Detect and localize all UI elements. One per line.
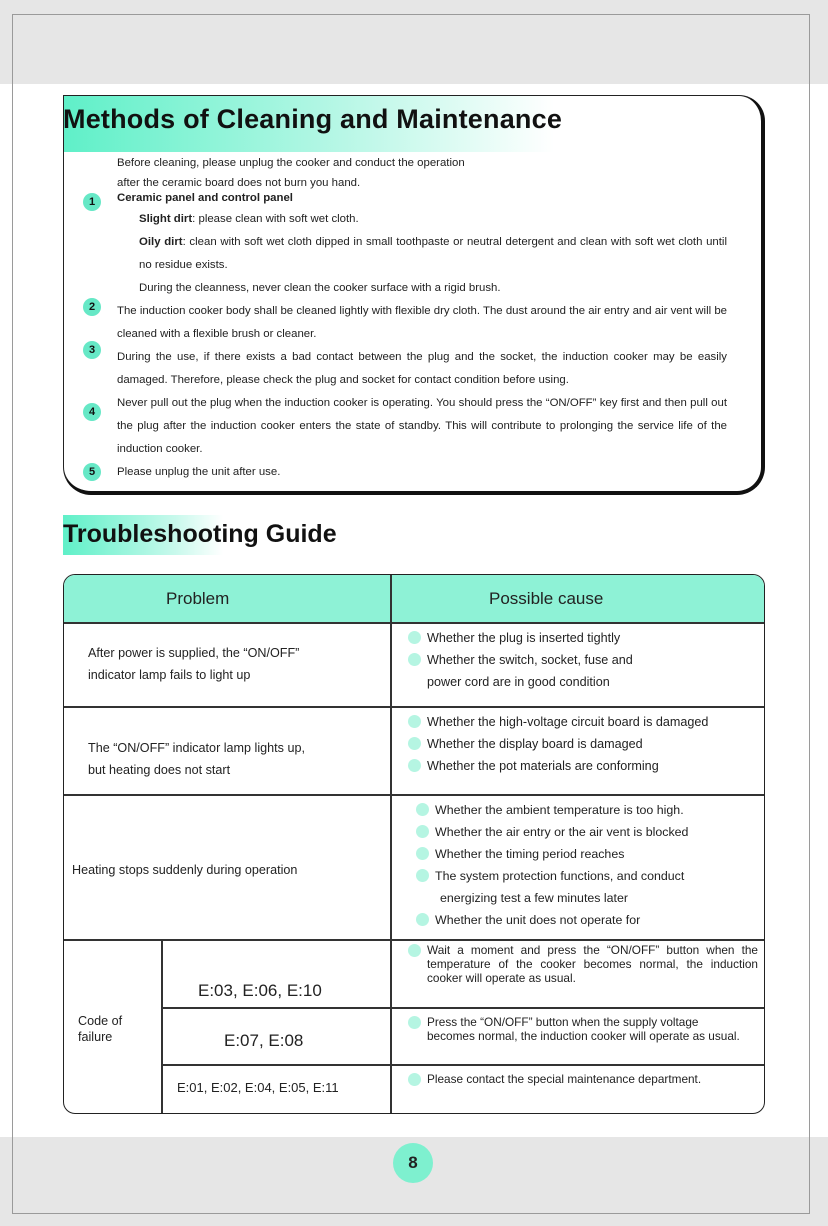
row-divider	[64, 794, 765, 796]
cleaning-intro-line1: Before cleaning, please unplug the cooker and conduct the operation	[117, 157, 465, 169]
bullet-dot-icon	[408, 631, 421, 644]
bullet-dot-icon	[416, 847, 429, 860]
cause-bullet: Whether the unit does not operate for	[416, 909, 688, 931]
cause-bullet: Whether the plug is inserted tightly	[408, 627, 633, 649]
item3-text: During the use, if there exists a bad contact between the plug and the socket, the induction cooker may be easily damaged. Therefore, please check the plug and socket for contact condition before using.	[117, 351, 727, 386]
bullet-dot-icon	[408, 715, 421, 728]
code-cell: E:03, E:06, E:10	[198, 981, 322, 1000]
code-cell: E:07, E:08	[224, 1031, 304, 1050]
cause-cell: Whether the plug is inserted tightly Whether the switch, socket, fuse and power cord are in good condition	[408, 627, 633, 693]
item1-note: During the cleanness, never clean the cooker surface with a rigid brush.	[139, 282, 501, 294]
row-divider	[64, 706, 765, 708]
cause-bullet: Whether the display board is damaged	[408, 733, 708, 755]
item1-oily-dirt: Oily dirt: clean with soft wet cloth dipped in small toothpaste or neutral detergent and clean with soft wet cloth until no residue exists.	[139, 236, 727, 271]
bullet-dot-icon	[416, 869, 429, 882]
page-number: 8	[393, 1143, 433, 1183]
bullet-dot-icon	[408, 759, 421, 772]
code-cause-cell: Wait a moment and press the “ON/OFF” button when the temperature of the cooker becomes normal, the induction cooker will operate as usual.	[408, 943, 758, 985]
item5-text: Please unplug the unit after use.	[117, 466, 281, 478]
troubleshooting-table	[63, 574, 765, 1114]
item-number-badge: 3	[83, 341, 101, 359]
bullet-dot-icon	[416, 825, 429, 838]
item1-heading: Ceramic panel and control panel	[117, 192, 293, 204]
problem-cell: Heating stops suddenly during operation	[72, 863, 298, 877]
row-divider	[161, 1064, 765, 1066]
cause-bullet: Whether the switch, socket, fuse and	[408, 649, 633, 671]
cause-bullet: Whether the timing period reaches	[416, 843, 688, 865]
code-cause-cell: Press the “ON/OFF” button when the supply voltage becomes normal, the induction cooker will operate as usual.	[408, 1015, 748, 1043]
item-number-badge: 1	[83, 193, 101, 211]
cleaning-body	[117, 152, 727, 484]
header-problem: Problem	[166, 589, 230, 608]
problem-cell: After power is supplied, the “ON/OFF” indicator lamp fails to light up	[88, 646, 300, 682]
cause-bullet: Whether the pot materials are conforming	[408, 755, 708, 777]
item2-text: The induction cooker body shall be cleaned lightly with flexible dry cloth. The dust around the air entry and air vent will be cleaned with a flexible brush or cleaner.	[117, 305, 727, 340]
cause-bullet: Whether the high-voltage circuit board is damaged	[408, 711, 708, 733]
cause-bullet: Whether the air entry or the air vent is blocked	[416, 821, 688, 843]
failure-code-label: Code of failure	[78, 1014, 123, 1044]
item-number-badge: 4	[83, 403, 101, 421]
item1-slight-dirt: Slight dirt: please clean with soft wet cloth.	[139, 213, 359, 225]
header-possible-cause: Possible cause	[489, 589, 604, 608]
cause-cell: Whether the ambient temperature is too high. Whether the air entry or the air vent is blocked Whether the timing period reaches The system protection functions, and conduct energizing test a few minutes later Whether the unit does not operate for	[416, 799, 688, 931]
troubleshooting-title: Troubleshooting Guide	[63, 520, 337, 548]
cleaning-title: Methods of Cleaning and Maintenance	[63, 104, 563, 134]
bullet-dot-icon	[416, 913, 429, 926]
cause-bullet: Whether the ambient temperature is too high.	[416, 799, 688, 821]
cleaning-intro-line2: after the ceramic board does not burn you hand.	[117, 177, 361, 189]
column-divider	[390, 575, 392, 1114]
code-column-divider	[161, 939, 163, 1114]
bullet-dot-icon	[408, 944, 421, 957]
row-divider	[161, 1007, 765, 1009]
item4-text: Never pull out the plug when the induction cooker is operating. You should press the “ON/OFF” key first and then pull out the plug after the induction cooker enters the state of standby. This will contribute to prolonging the service life of the induction cooker.	[117, 397, 727, 455]
bullet-dot-icon	[408, 653, 421, 666]
bullet-dot-icon	[416, 803, 429, 816]
item-number-badge: 5	[83, 463, 101, 481]
code-cause-cell: Please contact the special maintenance department.	[408, 1071, 738, 1088]
bullet-dot-icon	[408, 1073, 421, 1086]
cause-bullet: The system protection functions, and conduct	[416, 865, 688, 887]
cause-cell	[408, 711, 708, 777]
item-number-badge: 2	[83, 298, 101, 316]
bullet-dot-icon	[408, 737, 421, 750]
row-divider	[64, 939, 765, 941]
problem-cell: The “ON/OFF” indicator lamp lights up, but heating does not start	[88, 741, 305, 777]
code-cell: E:01, E:02, E:04, E:05, E:11	[177, 1080, 339, 1095]
bullet-dot-icon	[408, 1016, 421, 1029]
row-divider	[64, 622, 765, 624]
